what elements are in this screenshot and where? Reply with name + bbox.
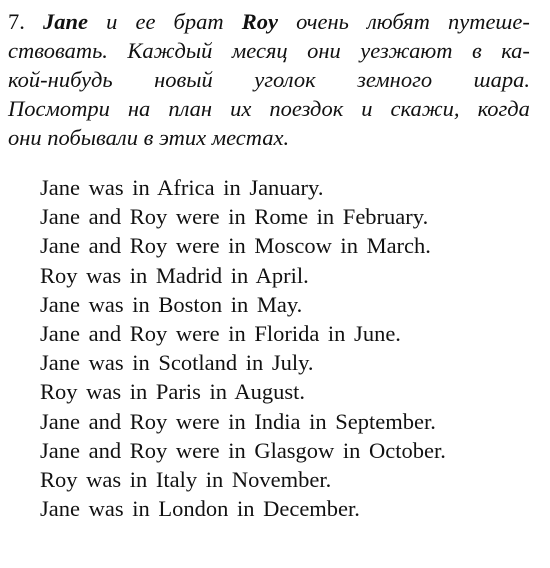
task-line-2 bbox=[8, 36, 530, 65]
word: они bbox=[307, 38, 341, 63]
word: в bbox=[471, 38, 482, 63]
word: уезжают bbox=[360, 38, 453, 63]
word: поездок bbox=[269, 96, 344, 121]
word: путеше- bbox=[447, 9, 530, 34]
word: Посмотри bbox=[8, 96, 110, 121]
sentence-3: Jane and Roy were in Moscow in March. bbox=[40, 233, 431, 259]
sentence-5: Jane was in Boston in May. bbox=[40, 291, 303, 317]
word: месяц bbox=[231, 38, 288, 63]
sentence-12: Jane was in London in December. bbox=[40, 496, 360, 522]
task-line-1 bbox=[8, 7, 530, 36]
word: шара. bbox=[473, 67, 530, 92]
word: уголок bbox=[254, 67, 316, 92]
word: ка- bbox=[501, 38, 530, 63]
name-jane: Jane bbox=[42, 9, 88, 34]
word: кой-нибудь bbox=[8, 67, 113, 92]
word: брат bbox=[173, 9, 224, 34]
word: любят bbox=[367, 9, 430, 34]
word: и bbox=[361, 96, 373, 121]
sentence-2: Jane and Roy were in Rome in February. bbox=[40, 204, 429, 230]
sentence-6: Jane and Roy were in Florida in June. bbox=[40, 321, 401, 347]
answer-sentences bbox=[40, 173, 540, 523]
task-line-3 bbox=[8, 65, 530, 94]
word: новый bbox=[154, 67, 213, 92]
task-line-4 bbox=[8, 94, 530, 123]
word: и bbox=[106, 9, 118, 34]
word: они побывали в этих местах. bbox=[8, 125, 290, 150]
task-number: 7. bbox=[8, 9, 25, 34]
word: очень bbox=[296, 9, 349, 34]
word: Каждый bbox=[127, 38, 213, 63]
task-instructions bbox=[8, 7, 530, 152]
task-line-5 bbox=[8, 123, 530, 152]
sentence-10: Jane and Roy were in Glasgow in October. bbox=[40, 437, 446, 463]
sentence-4: Roy was in Madrid in April. bbox=[40, 262, 309, 288]
word: на bbox=[127, 96, 151, 121]
word: скажи, bbox=[390, 96, 460, 121]
word: когда bbox=[477, 96, 530, 121]
word: земного bbox=[357, 67, 433, 92]
name-roy: Roy bbox=[241, 9, 278, 34]
sentence-1: Jane was in Africa in January. bbox=[40, 175, 324, 200]
word: план bbox=[168, 96, 213, 121]
sentence-11: Roy was in Italy in November. bbox=[40, 467, 332, 493]
sentence-8: Roy was in Paris in August. bbox=[40, 379, 306, 405]
word: ствовать. bbox=[8, 38, 108, 63]
word: их bbox=[230, 96, 252, 121]
sentence-9: Jane and Roy were in India in September. bbox=[40, 408, 436, 434]
word: ее bbox=[135, 9, 156, 34]
sentence-7: Jane was in Scotland in July. bbox=[40, 350, 314, 376]
